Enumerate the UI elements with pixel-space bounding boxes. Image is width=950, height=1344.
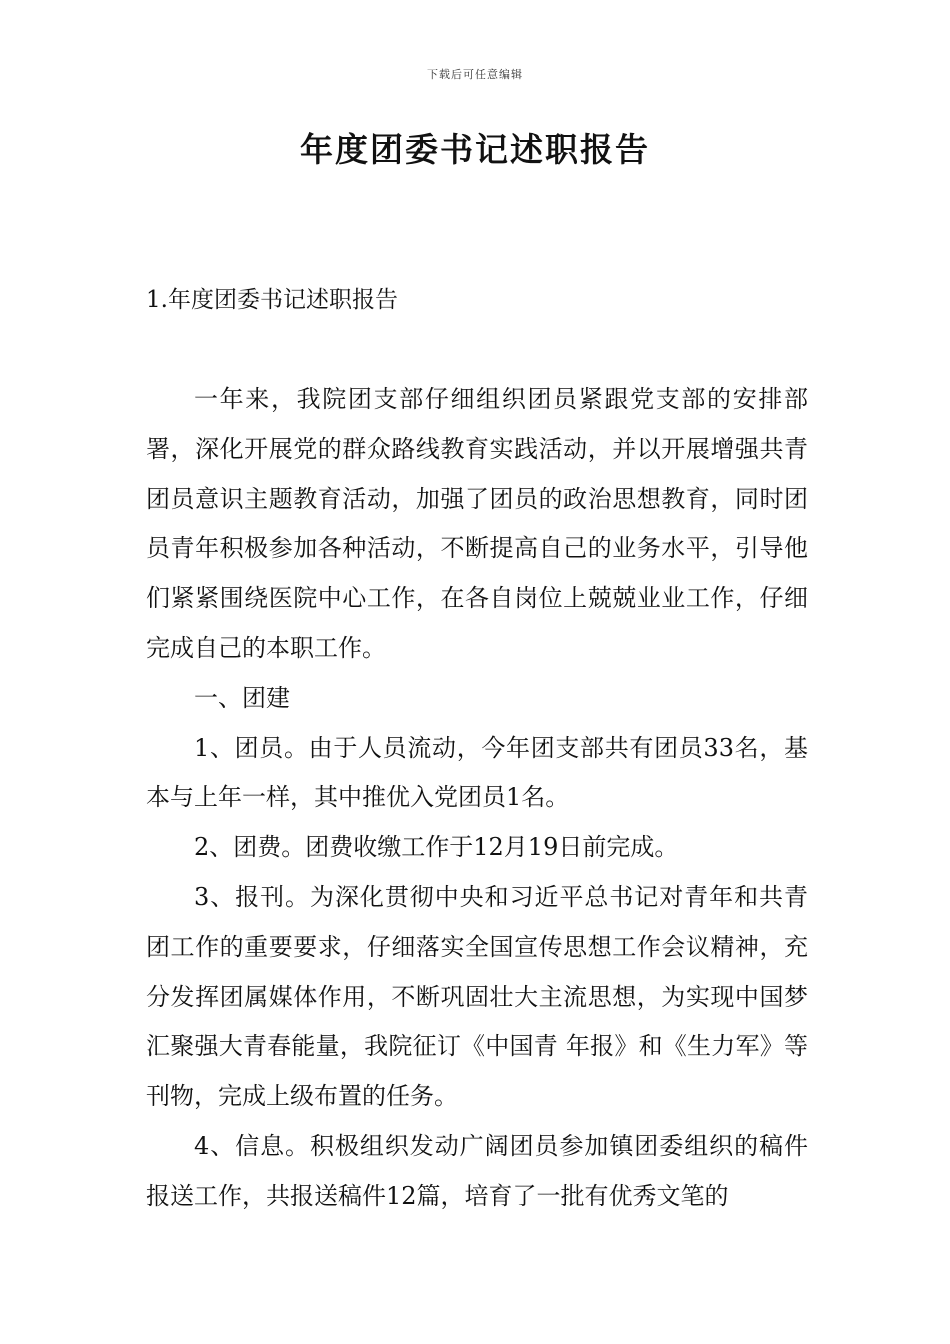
document-body [146,375,808,1222]
paragraph-heading-tuanjian: 一、团建 [194,683,290,712]
paragraph-publications: 3、报刊。为深化贯彻中央和习近平总书记对青年和共青团工作的重要要求，仔细落实全国宣传思想工作会议精神，充分发挥团属媒体作用，不断巩固壮大主流思想，为实现中国梦汇聚强大青春能量，我院征订《中国青 年报》和《生力军》等刊物，完成上级布置的任务。 [146,882,808,1111]
paragraph-information: 4、信息。积极组织发动广阔团员参加镇团委组织的稿件报送工作，共报送稿件12篇，培育了一批有优秀文笔的 [146,1131,808,1210]
paragraph-fees: 2、团费。团费收缴工作于12月19日前完成。 [194,833,679,862]
header-note: 下载后可任意编辑 [427,68,523,81]
document-title: 年度团委书记述职报告 [300,130,650,169]
section-heading: 1.年度团委书记述职报告 [146,287,398,313]
paragraph-members: 1、团员。由于人员流动，今年团支部共有团员33名，基本与上年一样，其中推优入党团员1名。 [146,733,808,812]
paragraph-intro: 一年来，我院团支部仔细组织团员紧跟党支部的安排部署，深化开展党的群众路线教育实践活动，并以开展增强共青团员意识主题教育活动，加强了团员的政治思想教育，同时团员青年积极参加各种活动，不断提高自己的业务水平，引导他们紧紧围绕医院中心工作，在各自岗位上兢兢业业工作，仔细完成自己的本职工作。 [146,385,808,662]
